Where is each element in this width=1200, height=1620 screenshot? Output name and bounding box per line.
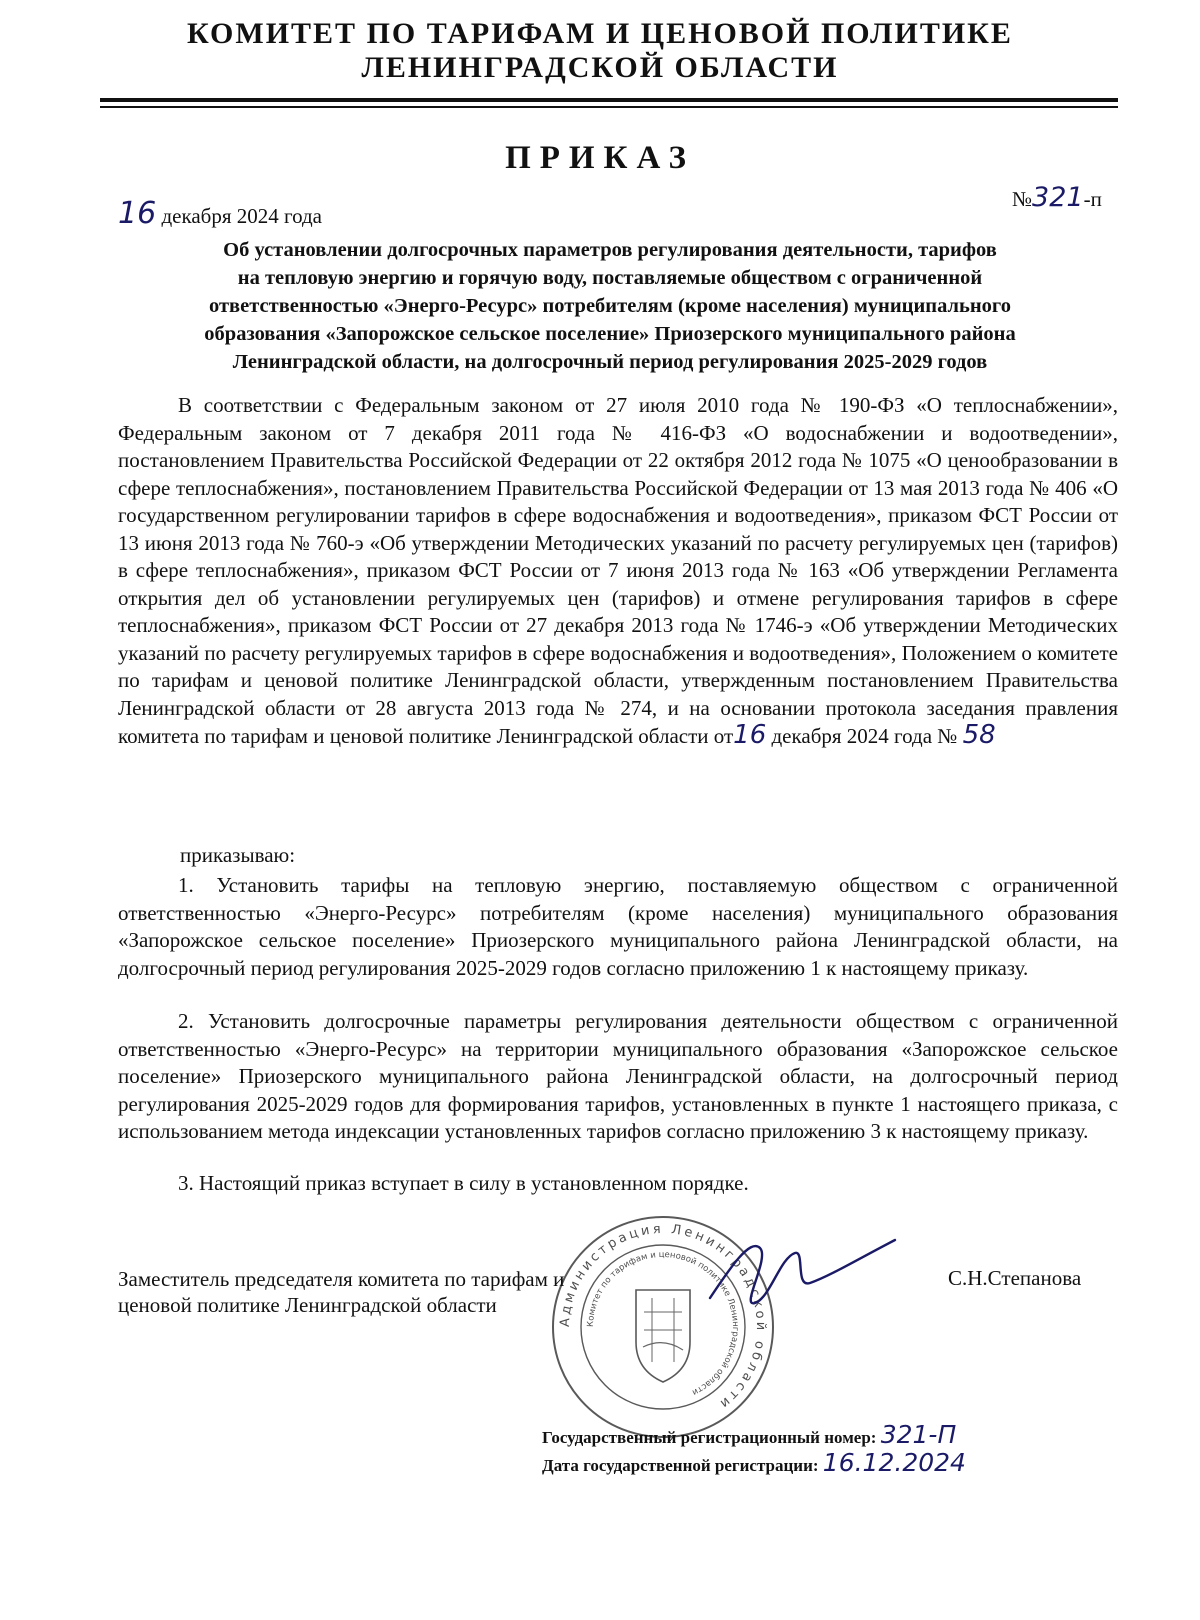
committee-name-line2: ЛЕНИНГРАДСКОЙ ОБЛАСТИ (361, 51, 839, 84)
decree-word: приказываю: (180, 843, 296, 867)
order-item-1: 1. Установить тарифы на тепловую энергию, поставляемую обществом с ограниченной ответственностью «Энерго-Ресурс» потребителям (кроме населения) муниципального образования «Запорожское сельское поселение» Приозерского муниципального района Ленинградской области, на долгосрочный период регулирования 2025-2029 годов согласно приложению 1 к настоящему приказу. (118, 873, 1118, 980)
registration-number-value: 321-П (880, 1420, 957, 1449)
subject-line: Ленинградской области, на долгосрочный период регулирования 2025-2029 годов (232, 351, 988, 373)
subject-line: на тепловую энергию и горячую воду, поставляемые обществом с ограниченной (237, 267, 983, 289)
order-number-suffix: -п (1083, 187, 1102, 211)
order-date-rest: декабря 2024 года (161, 204, 322, 228)
order-date (118, 196, 322, 231)
signatory-name: С.Н.Степанова (948, 1266, 1082, 1290)
position-line2: ценовой политике Ленинградской области (118, 1293, 497, 1317)
preamble-after-day: декабря 2024 года № (766, 724, 958, 748)
order-item-3: 3. Настоящий приказ вступает в силу в установленном порядке. (178, 1171, 749, 1195)
order-number-prefix: № (1012, 187, 1033, 211)
order-subject (150, 236, 1070, 376)
registration-number-row (542, 1420, 956, 1449)
committee-name-line1: КОМИТЕТ ПО ТАРИФАМ И ЦЕНОВОЙ ПОЛИТИКЕ (187, 17, 1013, 50)
preamble-text: В соответствии с Федеральным законом от 27 июля 2010 года № 190-ФЗ «О теплоснабжении», Федеральным законом от 7 декабря 2011 года № 416-ФЗ «О водоснабжении и водоотведении», постановлением Правительства Российской Федерации от 22 октября 2012 года № 1075 «О ценообразовании в сфере теплоснабжения», постановлением Правительства Российской Федерации от 13 мая 2013 года № 406 «О государственном регулировании тарифов в сфере водоснабжения и водоотведения», приказом ФСТ России от 13 июня 2013 года № 760-э «Об утверждении Методических указаний по расчету регулируемых цен (тарифов) в сфере теплоснабжения», приказом ФСТ России от 7 июня 2013 года № 163 «Об утверждении Регламента открытия дел об установлении регулируемых цен (тарифов) и отмене регулирования тарифов в сфере теплоснабжения», приказом ФСТ России от 27 декабря 2013 года № 1746-э «Об утверждении Методических указаний по расчету регулируемых тарифов в сфере водоснабжения и водоотведения», Положением о комитете по тарифам и ценовой политике Ленинградской области, утвержденным постановлением Правительства Ленинградской области от 28 августа 2013 года № 274, и на основании протокола заседания правления комитета по тарифам и ценовой политике Ленинградской области от (118, 393, 1118, 748)
registration-date-value: 16.12.2024 (822, 1448, 966, 1477)
registration-date-label: Дата государственной регистрации: (542, 1456, 819, 1475)
seal-inner-text: Комитет по тарифам и ценовой политике Ленинградской области (585, 1249, 741, 1398)
order-item-2: 2. Установить долгосрочные параметры регулирования деятельности обществом с ограниченной ответственностью «Энерго-Ресурс» на территории муниципального образования «Запорожское сельское поселение» Приозерского муниципального района Ленинградской области, на долгосрочный период регулирования 2025-2029 годов для формирования тарифов, установленных в пункте 1 настоящего приказа, с использованием метода индексации установленных тарифов согласно приложению 3 к настоящему приказу. (118, 1009, 1118, 1143)
header-rule-thick (100, 98, 1118, 102)
handwritten-signature (700, 1228, 900, 1318)
signatory-position (118, 1266, 564, 1318)
coat-of-arms-icon (636, 1290, 690, 1382)
subject-line: ответственностью «Энерго-Ресурс» потребителям (кроме населения) муниципального (209, 295, 1011, 317)
order-date-day: 16 (118, 196, 157, 231)
order-number (1012, 182, 1102, 213)
registration-number-label: Государственный регистрационный номер: (542, 1428, 877, 1447)
position-line1: Заместитель председателя комитета по тарифам и (118, 1267, 565, 1291)
subject-line: Об установлении долгосрочных параметров регулирования деятельности, тарифов (223, 239, 997, 261)
document-title: ПРИКАЗ (505, 140, 695, 176)
protocol-number: 58 (962, 720, 996, 750)
protocol-day: 16 (733, 720, 767, 750)
header-rule-thin (100, 106, 1118, 108)
preamble-paragraph (118, 392, 1118, 751)
order-number-value: 321 (1032, 182, 1084, 213)
seal-ring-text: Администрация Ленинградской области (557, 1221, 769, 1413)
subject-line: образования «Запорожское сельское поселение» Приозерского муниципального района (204, 323, 1016, 345)
registration-date-row (542, 1448, 966, 1477)
